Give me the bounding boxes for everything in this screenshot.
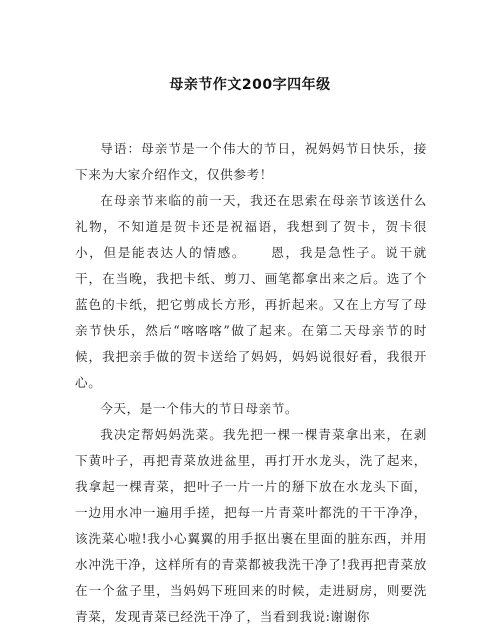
paragraph-2-part-2: 恩，我是急性子。说干就干，在当晚，我把卡纸、剪刀、画笔都拿出来之后。选了个蓝色的卡纸，把它剪成长方形，再折起来。又在上方写了母亲节快乐，然后“喀喀喀”做了起来。在第二天母亲节的时候，我把亲手做的贺卡送给了妈妈，妈妈说很好看，我很开心。	[75, 245, 427, 390]
document-body	[75, 136, 427, 630]
paragraph-2	[75, 188, 427, 396]
paragraph-intro: 导语：母亲节是一个伟大的节日，祝妈妈节日快乐，接下来为大家介绍作文，仅供参考！	[75, 141, 427, 182]
paragraph-4: 我决定帮妈妈洗菜。我先把一棵一棵青菜拿出来，在剥下黄叶子，再把青菜放进盆里，再打开水龙头，洗了起来，我拿起一棵青菜，把叶子一片一片的掰下放在水龙头下面，一边用水冲一遍用手搓，把每一片青菜叶都洗的干干净净，该洗菜心啦!我小心翼翼的用手抠出裹在里面的脏东西，并用水冲洗干净，这样所有的青菜都被我洗干净了!我再把青菜放在一个盆子里，当妈妈下班回来的时候，走进厨房，则要洗青菜，发现青菜已经洗干净了，当看到我说:谢谢你	[75, 427, 427, 624]
document-title: 母亲节作文200字四年级	[169, 77, 331, 93]
paragraph-2-part-1: 在母亲节来临的前一天，我还在思索在母亲节该送什么礼物，不知道是贺卡还是祝福语，我想到了贺卡，贺卡很小，但是能表达人的情感。	[75, 193, 427, 260]
paragraph-3: 今天，是一个伟大的节日母亲节。	[100, 401, 299, 416]
